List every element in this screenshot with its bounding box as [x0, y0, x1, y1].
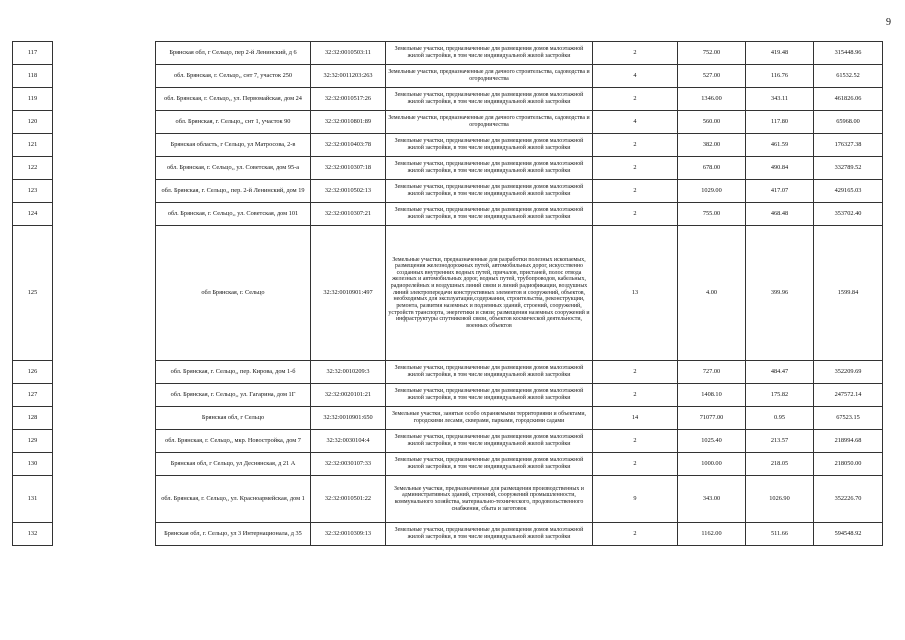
cadastral-number-cell: 32:32:0010501:22 [311, 476, 386, 523]
area-cell: 71077.00 [678, 407, 746, 430]
specific-value-cell: 175.82 [746, 384, 814, 407]
group-number-cell: 14 [593, 407, 678, 430]
area-cell: 527.00 [678, 65, 746, 88]
cadastral-value-cell: 352226.70 [814, 476, 883, 523]
cadastral-number-cell: 32:32:0011203:263 [311, 65, 386, 88]
address-cell: обл. Брянская, г. Сельцо,, ул. Советская, дом 95-а [156, 157, 311, 180]
area-cell: 1029.00 [678, 180, 746, 203]
spacer-cell [53, 134, 156, 157]
area-cell: 1346.00 [678, 88, 746, 111]
address-cell: обл. Брянская, г. Сельцо,, ул. Советская, дом 101 [156, 203, 311, 226]
area-cell: 382.00 [678, 134, 746, 157]
cadastral-value-cell: 353702.40 [814, 203, 883, 226]
cadastral-number-cell: 32:32:0010517:26 [311, 88, 386, 111]
table-row [13, 203, 883, 226]
land-use-cell: Земельные участки, предназначенные для размещения домов малоэтажной жилой застройки, в том числе индивидуальной жилой застройки [386, 180, 593, 203]
specific-value-cell: 0.95 [746, 407, 814, 430]
cadastral-number-cell: 32:32:0010403:78 [311, 134, 386, 157]
group-number-cell: 2 [593, 361, 678, 384]
row-number-cell: 128 [13, 407, 53, 430]
cadastral-number-cell: 32:32:0010503:11 [311, 42, 386, 65]
table-row [13, 42, 883, 65]
row-number-cell: 125 [13, 226, 53, 361]
specific-value-cell: 117.80 [746, 111, 814, 134]
specific-value-cell: 419.48 [746, 42, 814, 65]
cadastral-number-cell: 32:32:0010209:3 [311, 361, 386, 384]
specific-value-cell: 213.57 [746, 430, 814, 453]
group-number-cell: 4 [593, 65, 678, 88]
specific-value-cell: 490.84 [746, 157, 814, 180]
table-row [13, 453, 883, 476]
land-use-cell: Земельные участки, предназначенные для размещения домов малоэтажной жилой застройки, в том числе индивидуальной жилой застройки [386, 88, 593, 111]
address-cell: обл. Брянская, г. Сельцо,, пер. Кирова, дом 1-б [156, 361, 311, 384]
cadastral-value-cell: 65968.00 [814, 111, 883, 134]
spacer-cell [53, 111, 156, 134]
row-number-cell: 129 [13, 430, 53, 453]
group-number-cell: 2 [593, 523, 678, 546]
specific-value-cell: 343.11 [746, 88, 814, 111]
specific-value-cell: 511.66 [746, 523, 814, 546]
row-number-cell: 126 [13, 361, 53, 384]
group-number-cell: 2 [593, 384, 678, 407]
cadastral-number-cell: 32:32:0010901:650 [311, 407, 386, 430]
group-number-cell: 2 [593, 42, 678, 65]
cadastral-value-cell: 315448.96 [814, 42, 883, 65]
area-cell: 1000.00 [678, 453, 746, 476]
area-cell: 752.00 [678, 42, 746, 65]
area-cell: 1162.00 [678, 523, 746, 546]
address-cell: Брянская область, г Сельцо, ул Матросова, 2-в [156, 134, 311, 157]
table-row [13, 430, 883, 453]
address-cell: Брянская обл, г. Сельцо, ул 3 Интернационала, д 35 [156, 523, 311, 546]
address-cell: обл. Брянская, г. Сельцо,, мкр. Новостройка, дом 7 [156, 430, 311, 453]
land-use-cell: Земельные участки, предназначенные для размещения домов малоэтажной жилой застройки, в том числе индивидуальной жилой застройки [386, 430, 593, 453]
row-number-cell: 131 [13, 476, 53, 523]
specific-value-cell: 1026.90 [746, 476, 814, 523]
row-number-cell: 132 [13, 523, 53, 546]
table-row [13, 134, 883, 157]
spacer-cell [53, 384, 156, 407]
table-row [13, 111, 883, 134]
row-number-cell: 123 [13, 180, 53, 203]
cadastral-number-cell: 32:32:0010801:89 [311, 111, 386, 134]
land-use-cell: Земельные участки, предназначенные для размещения домов малоэтажной жилой застройки, в том числе индивидуальной жилой застройки [386, 453, 593, 476]
area-cell: 727.00 [678, 361, 746, 384]
cadastral-number-cell: 32:32:0010309:13 [311, 523, 386, 546]
address-cell: обл. Брянская, г. Сельцо,, пер. 2-й Ленинский, дом 19 [156, 180, 311, 203]
cadastral-number-cell: 32:32:0010307:21 [311, 203, 386, 226]
cadastral-value-cell: 218994.68 [814, 430, 883, 453]
cadastral-number-cell: 32:32:0010307:18 [311, 157, 386, 180]
spacer-cell [53, 361, 156, 384]
area-cell: 560.00 [678, 111, 746, 134]
group-number-cell: 2 [593, 88, 678, 111]
area-cell: 343.00 [678, 476, 746, 523]
spacer-cell [53, 157, 156, 180]
spacer-cell [53, 430, 156, 453]
area-cell: 678.00 [678, 157, 746, 180]
spacer-cell [53, 88, 156, 111]
spacer-cell [53, 180, 156, 203]
cadastral-value-cell: 218050.00 [814, 453, 883, 476]
table-row [13, 361, 883, 384]
spacer-cell [53, 65, 156, 88]
row-number-cell: 127 [13, 384, 53, 407]
spacer-cell [53, 226, 156, 361]
cadastral-value-cell: 352209.69 [814, 361, 883, 384]
specific-value-cell: 484.47 [746, 361, 814, 384]
land-use-cell: Земельные участки, предназначенные для размещения домов малоэтажной жилой застройки, в том числе индивидуальной жилой застройки [386, 384, 593, 407]
address-cell: обл. Брянская, г. Сельцо,, ул. Гагарина, дом 1Г [156, 384, 311, 407]
cadastral-value-cell: 594548.92 [814, 523, 883, 546]
row-number-cell: 119 [13, 88, 53, 111]
group-number-cell: 13 [593, 226, 678, 361]
spacer-cell [53, 203, 156, 226]
spacer-cell [53, 407, 156, 430]
land-use-cell: Земельные участки, предназначенные для дачного строительства, садоводства и огородничества [386, 111, 593, 134]
cadastral-value-cell: 1599.84 [814, 226, 883, 361]
land-use-cell: Земельные участки, предназначенные для размещения домов малоэтажной жилой застройки, в том числе индивидуальной жилой застройки [386, 203, 593, 226]
address-cell: обл. Брянская, г. Сельцо,, ул. Первомайская, дом 24 [156, 88, 311, 111]
table-row [13, 157, 883, 180]
land-use-cell: Земельные участки, предназначенные для размещения домов малоэтажной жилой застройки, в том числе индивидуальной жилой застройки [386, 134, 593, 157]
specific-value-cell: 417.07 [746, 180, 814, 203]
row-number-cell: 122 [13, 157, 53, 180]
area-cell: 1408.10 [678, 384, 746, 407]
address-cell: обл. Брянская, г. Сельцо,, снт 1, участок 90 [156, 111, 311, 134]
specific-value-cell: 461.59 [746, 134, 814, 157]
address-cell: обл. Брянская, г. Сельцо,, снт 7, участок 250 [156, 65, 311, 88]
row-number-cell: 117 [13, 42, 53, 65]
group-number-cell: 2 [593, 203, 678, 226]
cadastral-value-cell: 429165.03 [814, 180, 883, 203]
table-row [13, 384, 883, 407]
land-use-cell: Земельные участки, предназначенные для размещения производственных и административных зданий, строений, сооружений промышленности, коммунального хозяйства, материально-технического, продовольственного снабжения, сбыта и заготовок [386, 476, 593, 523]
group-number-cell: 9 [593, 476, 678, 523]
row-number-cell: 118 [13, 65, 53, 88]
cadastral-value-cell: 67523.15 [814, 407, 883, 430]
spacer-cell [53, 476, 156, 523]
cadastral-number-cell: 32:32:0030107:33 [311, 453, 386, 476]
cadastral-number-cell: 32:32:0010502:13 [311, 180, 386, 203]
cadastral-value-cell: 247572.14 [814, 384, 883, 407]
cadastral-value-cell: 461826.06 [814, 88, 883, 111]
address-cell: обл Брянская, г. Сельцо [156, 226, 311, 361]
table-row [13, 65, 883, 88]
table-row [13, 523, 883, 546]
row-number-cell: 124 [13, 203, 53, 226]
area-cell: 755.00 [678, 203, 746, 226]
land-use-cell: Земельные участки, предназначенные для размещения домов малоэтажной жилой застройки, в том числе индивидуальной жилой застройки [386, 157, 593, 180]
group-number-cell: 2 [593, 180, 678, 203]
spacer-cell [53, 523, 156, 546]
cadastral-value-cell: 176327.38 [814, 134, 883, 157]
specific-value-cell: 399.96 [746, 226, 814, 361]
land-use-cell: Земельные участки, предназначенные для дачного строительства, садоводства и огородничества [386, 65, 593, 88]
page-number: 9 [886, 17, 891, 28]
specific-value-cell: 116.76 [746, 65, 814, 88]
address-cell: Брянская обл, г Сельцо, ул Деснянская, д 21 А [156, 453, 311, 476]
area-cell: 4.00 [678, 226, 746, 361]
area-cell: 1025.40 [678, 430, 746, 453]
group-number-cell: 2 [593, 430, 678, 453]
table-row [13, 476, 883, 523]
land-use-cell: Земельные участки, предназначенные для разработки полезных ископаемых, размещения железнодорожных путей, автомобильных дорог, искусственно созданных внутренних водных путей, причалов, пристаней, полос отвода железных и автомобильных дорог, водных путей, трубопроводов, кабельных, радиорелейных и воздушных линий связи и линий радиофикации, воздушных линий электропередачи конструктивных элементов и сооружений, объектов, необходимых для эксплуатации,содержания, строительства, реконструкции, ремонта, развития наземных и подземных зданий, строений, сооружений, устройств транспорта, энергетики и связи; размещения наземных сооружений и инфраструктуры спутниковой связи, объектов космической деятельности, военных объектов [386, 226, 593, 361]
group-number-cell: 4 [593, 111, 678, 134]
group-number-cell: 2 [593, 134, 678, 157]
table-row [13, 180, 883, 203]
cadastral-value-cell: 332789.52 [814, 157, 883, 180]
group-number-cell: 2 [593, 453, 678, 476]
table-row [13, 226, 883, 361]
cadastral-number-cell: 32:32:0030104:4 [311, 430, 386, 453]
address-cell: Брянская обл, г Сельцо [156, 407, 311, 430]
land-use-cell: Земельные участки, предназначенные для размещения домов малоэтажной жилой застройки, в том числе индивидуальной жилой застройки [386, 361, 593, 384]
table-row [13, 88, 883, 111]
row-number-cell: 120 [13, 111, 53, 134]
address-cell: Брянская обл, г Сельцо, пер 2-й Ленинский, д 6 [156, 42, 311, 65]
specific-value-cell: 218.05 [746, 453, 814, 476]
spacer-cell [53, 42, 156, 65]
land-use-cell: Земельные участки, предназначенные для размещения домов малоэтажной жилой застройки, в том числе индивидуальной жилой застройки [386, 523, 593, 546]
table-row [13, 407, 883, 430]
table-body [13, 42, 883, 546]
cadastral-number-cell: 32:32:0020101:21 [311, 384, 386, 407]
cadastral-value-cell: 61532.52 [814, 65, 883, 88]
land-plots-table [12, 41, 883, 546]
cadastral-number-cell: 32:32:0010901:497 [311, 226, 386, 361]
address-cell: обл. Брянская, г. Сельцо,, ул. Красноармейская, дом 1 [156, 476, 311, 523]
row-number-cell: 121 [13, 134, 53, 157]
spacer-cell [53, 453, 156, 476]
specific-value-cell: 468.48 [746, 203, 814, 226]
group-number-cell: 2 [593, 157, 678, 180]
row-number-cell: 130 [13, 453, 53, 476]
land-use-cell: Земельные участки, занятые особо охраняемыми территориями и объектами, городскими лесами, скверами, парками, городскими садами [386, 407, 593, 430]
land-use-cell: Земельные участки, предназначенные для размещения домов малоэтажной жилой застройки, в том числе индивидуальной жилой застройки [386, 42, 593, 65]
